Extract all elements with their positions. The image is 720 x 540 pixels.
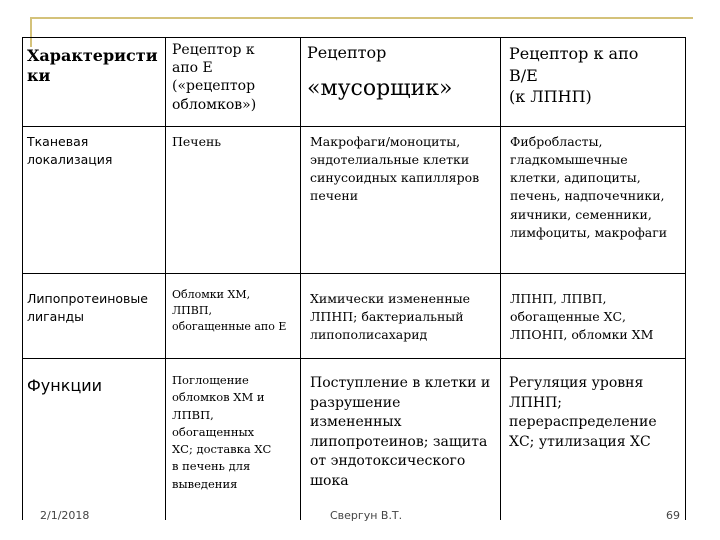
cell-scavenger-functions: Поступление в клетки и разрушение измененных липопротеинов; защита от эндотоксического шока <box>310 375 491 489</box>
cell-apo-be-ligands: ЛПНП, ЛПВП, обогащенные ХС, ЛПОНП, обломки ХМ <box>510 291 654 343</box>
row-label-lipoprotein-ligands: Липопротеиновые лиганды <box>27 291 148 325</box>
header-scavenger-receptor: Рецептор «мусорщик» <box>307 43 453 102</box>
footer-page-number: 69 <box>666 509 680 522</box>
cell-apo-be-functions: Регуляция уровня ЛПНП; перераспределение ХС; утилизация ХС <box>509 375 657 450</box>
footer-date: 2/1/2018 <box>40 509 90 522</box>
footer-author: Свергун В.Т. <box>330 509 403 522</box>
header-apo-e-receptor: Рецептор к апо Е («рецептор обломков») <box>172 42 257 113</box>
table-border-right <box>685 37 686 520</box>
table-border-left <box>22 37 23 520</box>
cell-scavenger-ligands: Химически измененные ЛПНП; бактериальный липополисахарид <box>310 291 471 343</box>
header-characteristics: Характеристи ки <box>27 46 158 86</box>
row-label-functions: Функции <box>27 376 103 395</box>
row-label-tissue-localization: Тканевая локализация <box>27 134 113 168</box>
cell-apo-be-localization: Фибробласты, гладкомышечные клетки, адипоциты, печень, надпочечники, яичники, семенники, лимфоциты, макрофаги <box>510 134 668 240</box>
table-border-top <box>22 37 686 38</box>
row-divider-3 <box>22 358 686 359</box>
cell-scavenger-localization: Макрофаги/моноциты, эндотелиальные клетки синусоидных капилляров печени <box>310 134 480 204</box>
col-divider-2 <box>300 37 301 520</box>
cell-apo-e-functions: Поглощение обломков ХМ и ЛПВП, обогащенных ХС; доставка ХС в печень для выведения <box>172 373 272 491</box>
cell-apo-e-localization: Печень <box>172 134 222 149</box>
col-divider-3 <box>500 37 501 520</box>
header-apo-be-receptor: Рецептор к апо В/Е (к ЛПНП) <box>509 44 639 107</box>
row-divider-2 <box>22 273 686 274</box>
cell-apo-e-ligands: Обломки ХМ, ЛПВП, обогащенные апо Е <box>172 288 287 333</box>
row-divider-1 <box>22 126 686 127</box>
col-divider-1 <box>165 37 166 520</box>
